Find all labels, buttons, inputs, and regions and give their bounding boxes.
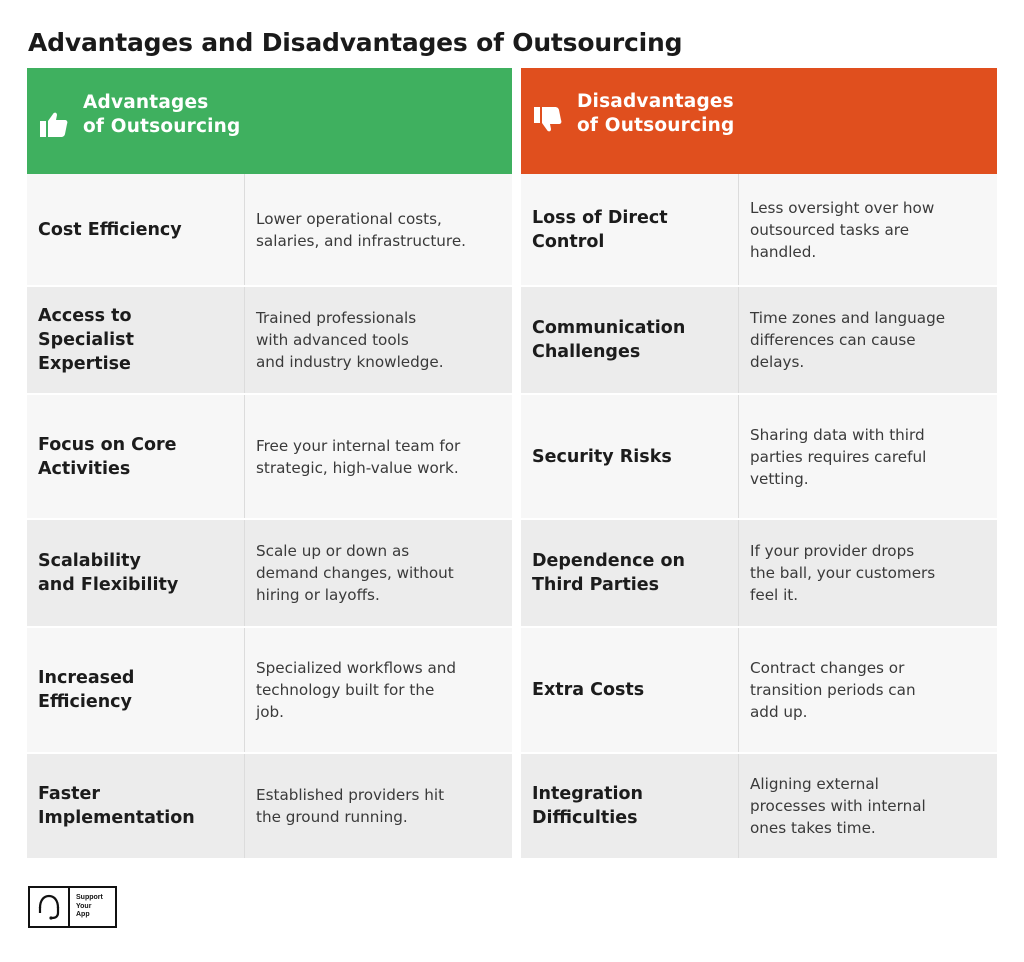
logo-text: Support Your App bbox=[76, 894, 103, 919]
advantage-row bbox=[27, 395, 512, 518]
disadvantage-row bbox=[521, 520, 997, 626]
advantage-name: Faster Implementation bbox=[27, 754, 245, 858]
advantage-description: Free your internal team for strategic, high-value work. bbox=[256, 436, 461, 477]
disadvantage-description: Aligning external processes with internal ones takes time. bbox=[750, 775, 926, 837]
page-title: Advantages and Disadvantages of Outsourcing bbox=[28, 28, 683, 57]
headset-icon bbox=[30, 888, 70, 926]
advantages-list bbox=[27, 174, 512, 858]
advantage-name: Scalability and Flexibility bbox=[27, 520, 245, 626]
disadvantage-name: Extra Costs bbox=[521, 628, 739, 752]
disadvantage-name: Security Risks bbox=[521, 395, 739, 518]
advantage-description: Trained professionals with advanced tools and industry knowledge. bbox=[256, 309, 444, 371]
advantage-description: Scale up or down as demand changes, without hiring or layoffs. bbox=[256, 542, 454, 604]
disadvantage-name: Integration Difficulties bbox=[521, 754, 739, 858]
advantage-row bbox=[27, 174, 512, 285]
thumbs-down-icon bbox=[533, 105, 563, 135]
advantage-name: Increased Efficiency bbox=[27, 628, 245, 752]
advantages-title: Advantages of Outsourcing bbox=[83, 92, 241, 137]
disadvantages-column bbox=[521, 68, 997, 858]
advantage-row bbox=[27, 520, 512, 626]
disadvantage-name: Loss of Direct Control bbox=[521, 174, 739, 285]
disadvantage-description: Time zones and language differences can cause delays. bbox=[750, 309, 946, 371]
advantage-name: Cost Efficiency bbox=[27, 174, 245, 285]
disadvantage-row bbox=[521, 174, 997, 285]
advantage-row bbox=[27, 754, 512, 858]
disadvantage-row bbox=[521, 287, 997, 393]
disadvantages-title: Disadvantages of Outsourcing bbox=[577, 91, 735, 136]
disadvantage-description: Less oversight over how outsourced tasks are handled. bbox=[750, 198, 935, 261]
disadvantage-name: Dependence on Third Parties bbox=[521, 520, 739, 626]
disadvantages-header bbox=[521, 68, 997, 174]
disadvantage-row bbox=[521, 754, 997, 858]
disadvantage-row bbox=[521, 628, 997, 752]
disadvantage-name: Communication Challenges bbox=[521, 287, 739, 393]
advantage-row bbox=[27, 628, 512, 752]
advantage-description: Established providers hit the ground running. bbox=[256, 786, 445, 826]
advantage-description: Specialized workflows and technology built for the job. bbox=[256, 659, 457, 721]
advantage-row bbox=[27, 287, 512, 393]
disadvantage-description: If your provider drops the ball, your customers feel it. bbox=[750, 542, 936, 604]
advantages-header bbox=[27, 68, 512, 174]
disadvantage-description: Sharing data with third parties requires careful vetting. bbox=[750, 425, 927, 488]
advantage-name: Access to Specialist Expertise bbox=[27, 287, 245, 393]
advantage-name: Focus on Core Activities bbox=[27, 395, 245, 518]
disadvantage-description: Contract changes or transition periods can add up. bbox=[750, 659, 916, 721]
brand-logo bbox=[28, 886, 117, 928]
thumbs-up-icon bbox=[39, 109, 69, 139]
disadvantage-row bbox=[521, 395, 997, 518]
advantage-description: Lower operational costs, salaries, and infrastructure. bbox=[256, 209, 467, 250]
disadvantages-list bbox=[521, 174, 997, 858]
advantages-column bbox=[27, 68, 512, 858]
